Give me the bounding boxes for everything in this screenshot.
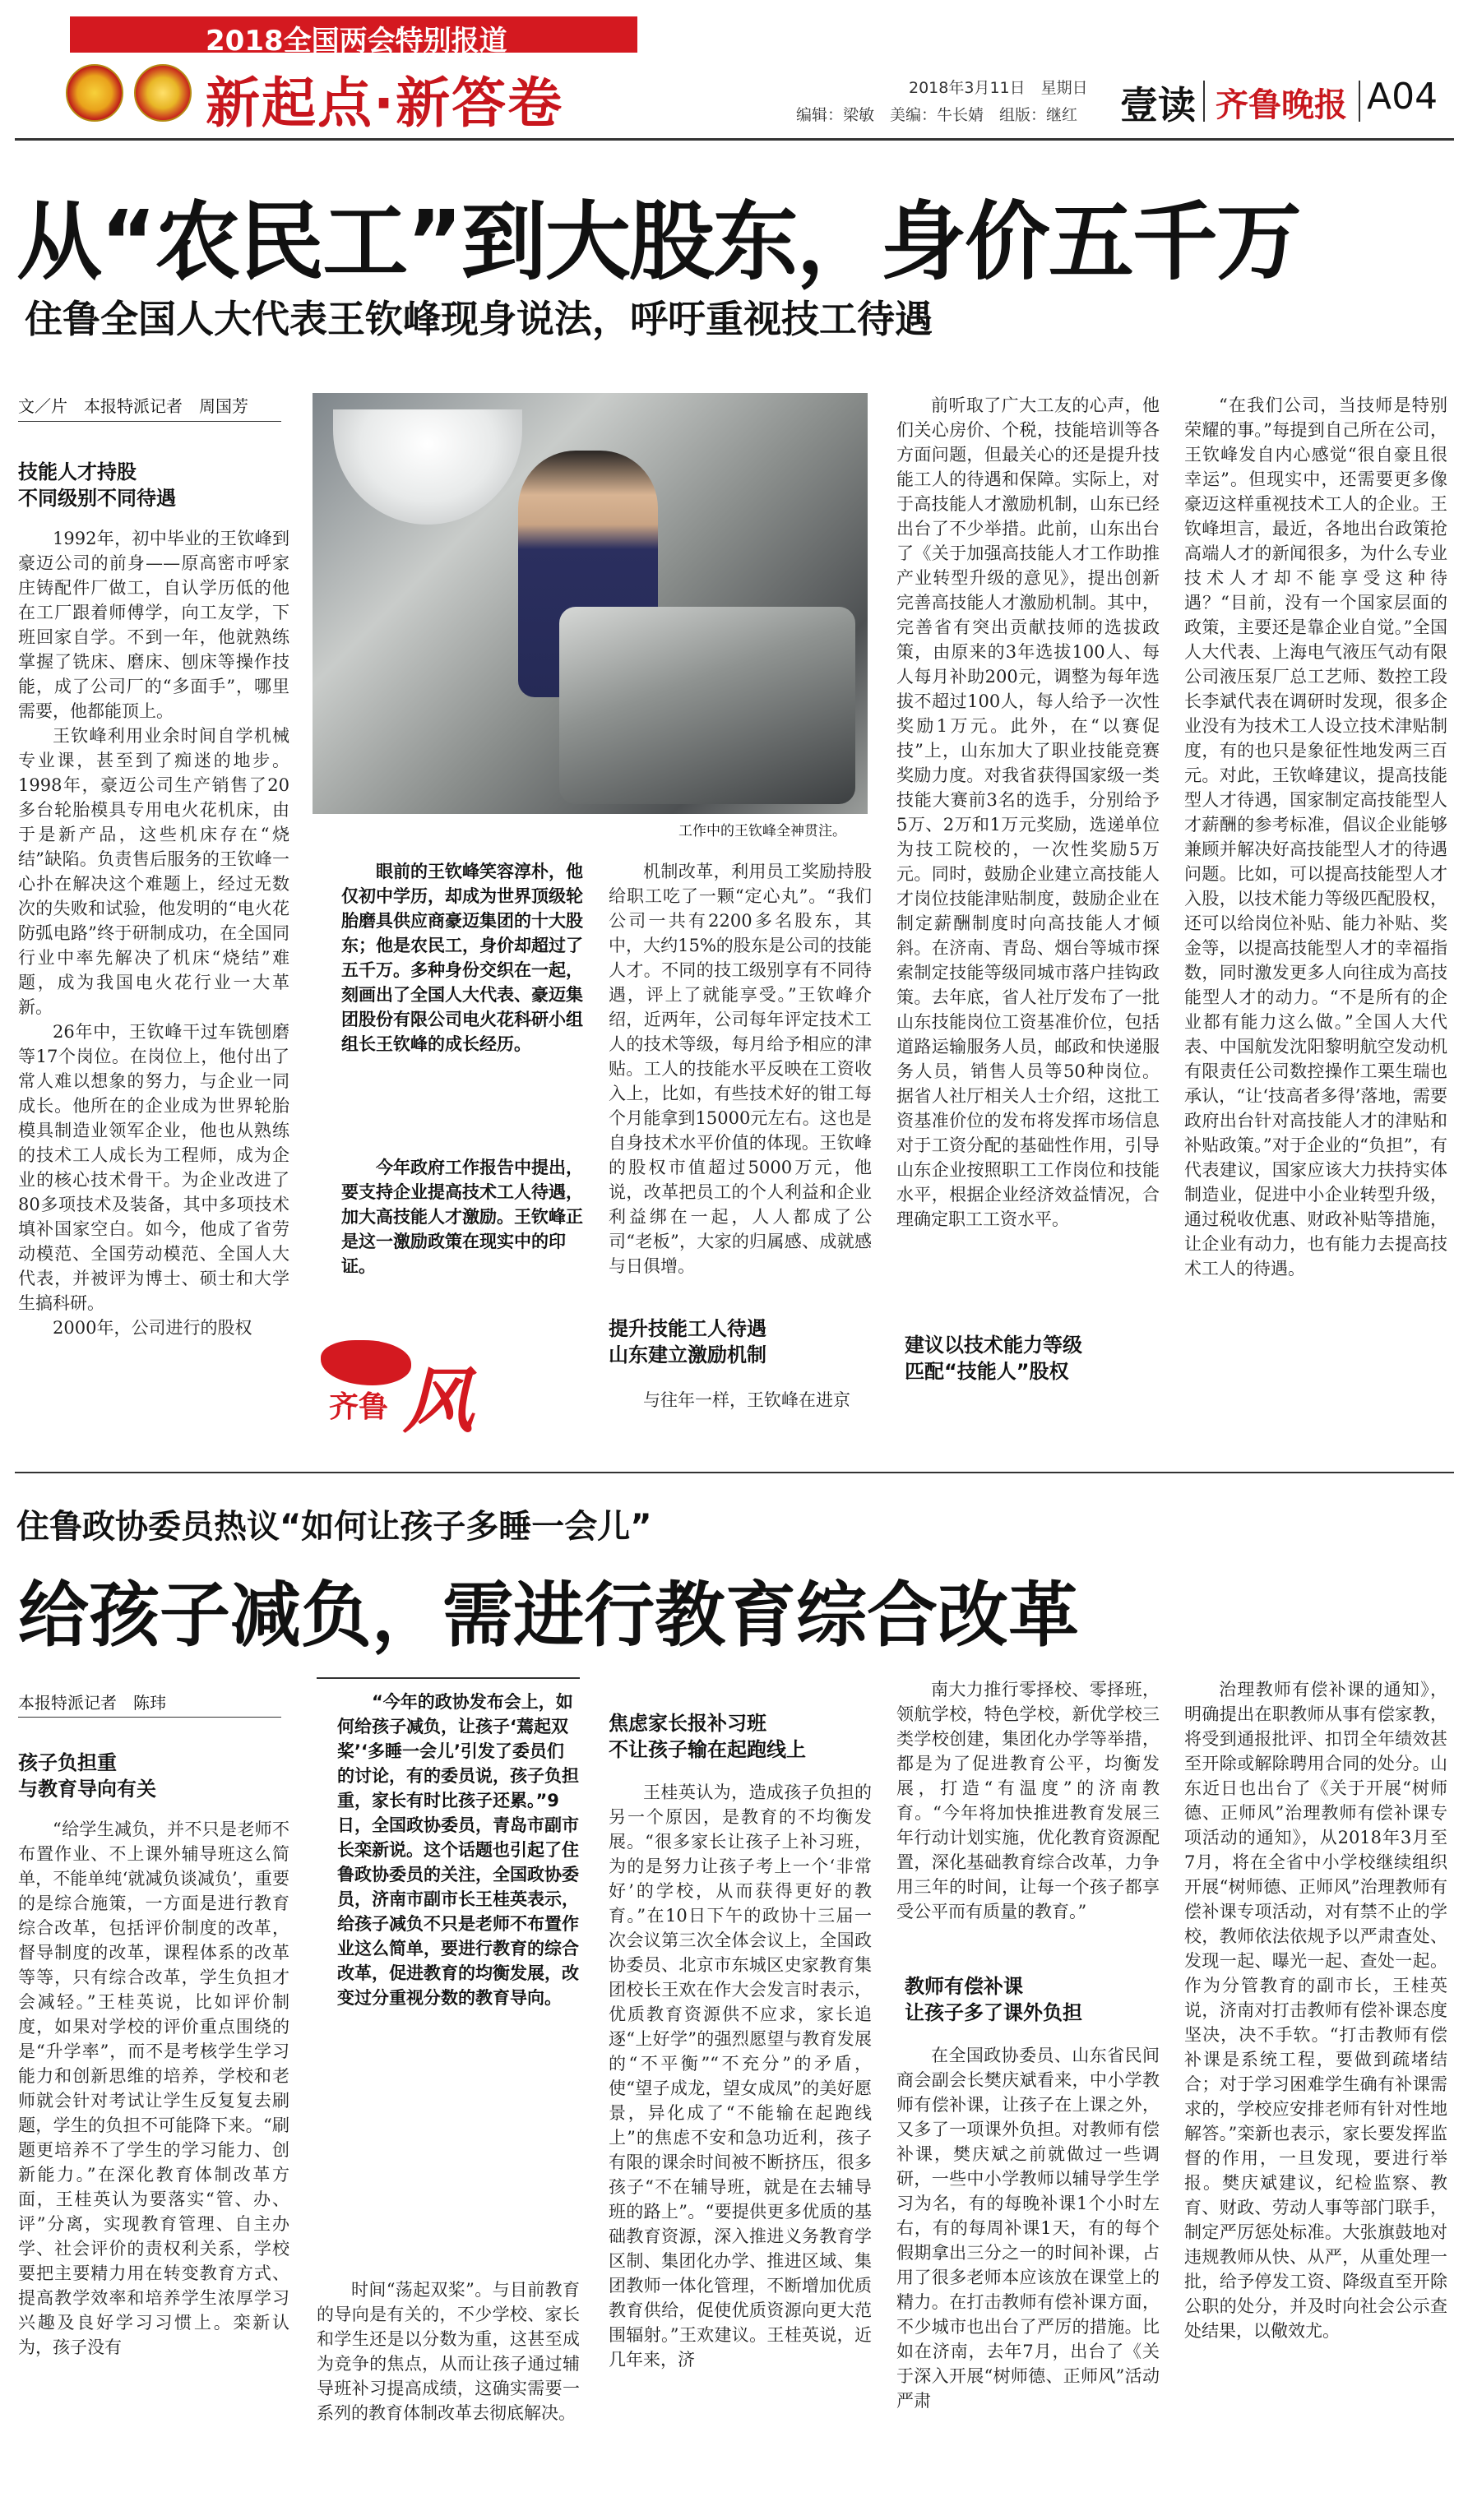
page-number: A04 xyxy=(1367,76,1438,118)
heading-line: 匹配“技能人”股权 xyxy=(905,1360,1069,1383)
divider xyxy=(1203,81,1205,122)
story1-headline: 从“农民工”到大股东，身价五千万 xyxy=(16,192,1300,292)
paragraph: 1992年，初中毕业的王钦峰到豪迈公司的前身——原高密市呼家庄铸配件厂做工，自认学历低的他在工厂跟着师傅学，向工友学，下班回家自学。不到一年，他就熟练掌握了铣床、磨床、刨床等操作技能，成了公司厂的“多面手”，哪里需要，他都能顶上。 xyxy=(18,529,289,721)
heading-line: 建议以技术能力等级 xyxy=(905,1334,1082,1357)
story2-column-3: 王桂英认为，造成孩子负担的另一个原因，是教育的不均衡发展。“很多家长让孩子上补习班，为的是努力让孩子考上一个‘非常好’的学校，从而获得更好的教育。”在10日下午的政协十三届一次会议第三次全体会议上，全国政协委员、北京市东城区史家教育集团校长王欢在作大会发言时表示，优质教育资源供不应求，家长追逐“上好学”的强烈愿望与教育发展的“不平衡”“不充分”的矛盾，使“望子成龙，望女成凤”的美好愿景，异化成了“不能输在起跑线上”的焦虑不安和急功近利，孩子有限的课余时间被不断挤压，很多孩子“不在辅导班，就是在去辅导班的路上”。“要提供更多优质的基础教育资源，深入推进义务教育学区制、集团化办学、推进区域、集团教师一体化管理，不断增加优质教育供给，促使优质资源向更大范围辐射。”王欢建议。王桂英说，近几年来，济 xyxy=(609,1782,872,2370)
date: 2018年3月11日 xyxy=(909,79,1026,97)
heading-line: 不同级别不同待遇 xyxy=(18,487,176,510)
section-heading xyxy=(905,1332,1168,1385)
weekday: 星期日 xyxy=(1040,79,1088,97)
byline-rule xyxy=(18,1717,281,1718)
story2-column-4: 南大力推行零择校、零择班，领航学校，特色学校，新优学校三类学校创建，集团化办学等举措，都是为了促进教育公平，均衡发展，打造“有温度”的济南教育。“今年将加快推进教育发展三年行动计划实施，优化教育资源配置，深化基础教育综合改革，力争用三年的时间，让每一个孩子都享受公平而有质量的教育。” xyxy=(896,1680,1160,1921)
column-logo xyxy=(313,1336,559,1443)
story2-column-1: “给学生减负，并不只是老师不布置作业、不上课外辅导班这么简单，不能单纯‘就减负谈减负’，重要的是综合施策，一方面是进行教育综合改革，包括评价制度的改革，督导制度的改革，课程体系的改革等等，只有综合改革，学生负担才会减轻。”王桂英说，比如评价制度，如果对学校的评价重点围绕的是“升学率”，而不是考核学生学习能力和创新思维的培养，学校和老师就会针对考试让学生反复复去刷题，学生的负担不可能降下来。“刷题更培养不了学生的学习能力、创新能力。”在深化教育体制改革方面，王桂英认为要落实“管、办、评”分离，实现教育管理、自主办学、社会评价的责权利关系，学校要把主要精力用在转变教育方式、提高教学效率和培养学生浓厚学习兴趣及良好学习习惯上。栾新认为，孩子没有 xyxy=(18,1819,289,2357)
heading-line: 山东建立激励机制 xyxy=(609,1343,766,1366)
section-heading xyxy=(18,1750,289,1802)
section-heading xyxy=(609,1315,880,1368)
national-emblem-icon xyxy=(66,64,123,122)
story2-column-5: 治理教师有偿补课的通知》，明确提出在职教师从事有偿家教，将受到通报批评、扣罚全年绩效甚至开除或解除聘用合同的处分。山东近日也出台了《关于开展“树师德、正师风”治理教师有偿补课专项活动的通知》，从2018年3月至7月，将在全省中小学校继续组织开展“树师德、正师风”治理教师有偿补课专项活动，对有禁不止的学校，教师依法依规予以严肃查处、发现一起、曝光一起、查处一起。作为分管教育的副市长，王桂英说，济南对打击教师有偿补课态度坚决，决不手软。“打击教师有偿补课是系统工程，要做到疏堵结合；对于学习困难学生确有补课需求的，学校应安排老师有针对性地解答。”栾新也表示，家长要发挥监督的作用，一旦发现，要进行举报。樊庆斌建议，纪检监察、教育、财政、劳动人事等部门联手，制定严厉惩处标准。大张旗鼓地对违规教师从快、从严，从重处理一批，给予停发工资、降级直至开除公职的处分，并及时向社会公示查处结果，以儆效尤。 xyxy=(1184,1680,1447,2341)
column-logo-text: 风 xyxy=(403,1360,474,1443)
section-name: 壹读 xyxy=(1120,83,1196,127)
quote-rule xyxy=(317,1677,580,1679)
heading-line: 与教育导向有关 xyxy=(18,1778,156,1801)
paragraph: 26年中，王钦峰干过车铣刨磨等17个岗位。在岗位上，他付出了常人难以想象的努力，与企业一同成长。他所在的企业成为世界轮胎模具制造业领军企业，他也从熟练的技术工人成长为工程师，成为企业的核心技术骨干。为企业改进了80多项技术及装备，其中多项技术填补国家空白。如今，他成了省劳动模范、全国劳动模范、全国人大代表，并被评为博士、硕士和大学生搞科研。 xyxy=(18,1022,289,1313)
story2-byline: 本报特派记者 陈玮 xyxy=(18,1693,166,1713)
paragraph: 王钦峰利用业余时间自学机械专业课，甚至到了痴迷的地步。1998年，豪迈公司生产销售了20多台轮胎模具专用电火花机床，由于是新产品，这些机床存在“烧结”缺陷。负责售后服务的王钦峰一心扑在解决这个难题上，经过无数次的失败和试验，他发明的“电火花防弧电路”终于研制成功，在全国同行业中率先解决了机床“烧结”难题，成为我国电火花行业一大革新。 xyxy=(18,726,289,1017)
heading-line: 提升技能工人待遇 xyxy=(609,1317,766,1340)
heading-line: 让孩子多了课外负担 xyxy=(905,2001,1082,2024)
heading-line: 不让孩子输在起跑线上 xyxy=(609,1738,806,1761)
slogan: 新起点·新答卷 xyxy=(206,72,564,135)
paragraph: 2000年，公司进行的股权 xyxy=(53,1318,252,1338)
story2-quote: “今年的政协发布会上，如何给孩子减负，让孩子‘蔫起双桨’‘多睡一会儿’引发了委员们的讨论，有的委员说，孩子负担重，家长有时比孩子还累。”9日，全国政协委员，青岛市副市长栾新说。这个话题也引起了住鲁政协委员的关注，全国政协委员，济南市副市长王桂英表示，给孩子减负不只是老师不布置作业这么简单，要进行教育的综合改革，促进教育的均衡发展，改变过分重视分数的教育导向。 xyxy=(337,1692,579,2008)
header-date xyxy=(909,76,1088,98)
header-staff: 编辑：梁敏 美编：牛长婧 组版：继红 xyxy=(796,106,1078,124)
paper-logo: 齐鲁晚报 xyxy=(1216,86,1347,124)
divider xyxy=(1359,81,1360,122)
story1-column-5: “在我们公司，当技师是特别荣耀的事。”每提到自己所在公司，王钦峰发自内心感觉“很自豪且很幸运”。但现实中，还需要更多像豪迈这样重视技术工人的企业。王钦峰坦言，最近，各地出台政策抢高端人才的新闻很多，为什么专业技术人才却不能享受这种待遇？“目前，没有一个国家层面的政策，主要还是靠企业自觉。”全国人大代表、上海电气液压气动有限公司液压泵厂总工艺师、数控工段长李斌代表在调研时发现，很多企业没有为技术工人设立技术津贴制度，有的也只是象征性地发两三百元。对此，王钦峰建议，提高技能型人才待遇，国家制定高技能型人才薪酬的参考标准，倡议企业能够兼顾并解决好高技能型人才的待遇问题。比如，可以提高技能型人才入股，以技术能力等级匹配股权，还可以给岗位补贴、能力补贴、奖金等，以提高技能型人才的幸福指数，同时激发更多人向往成为高技能型人才的动力。“不是所有的企业都有能力这么做。”全国人大代表、中国航发沈阳黎明航空发动机有限责任公司数控操作工栗生瑞也承认，“让‘技高者多得’落地，需要政府出台针对高技能人才的津贴和补贴政策。”对于企业的“负担”，有代表建议，国家应该大力扶持实体制造业，促进中小企业转型升级，通过税收优惠、财政补贴等措施，让企业有动力，也有能力去提高技术工人的待遇。 xyxy=(1184,395,1447,1278)
story1-intro-2: 今年政府工作报告中提出，要支持企业提高技术工人待遇，加大高技能人才激励。王钦峰正是这一激励政策在现实中的印证。 xyxy=(341,1158,583,1276)
story-photo xyxy=(313,393,868,814)
section-heading xyxy=(905,1973,1168,2026)
heading-line: 焦虑家长报补习班 xyxy=(609,1712,766,1735)
story2-column-4b: 在全国政协委员、山东省民间商会副会长樊庆斌看来，中小学教师有偿补课，让孩子在上课之外，又多了一项课外负担。对教师有偿补课，樊庆斌之前就做过一些调研，一些中小学教师以辅导学生学习为名，有的每晚补课1个小时左右，有的每周补课1天，有的每个假期拿出三分之一的时间补课，占用了很多老师本应该放在课堂上的精力。在打击教师有偿补课方面，不少城市也出台了严厉的措施。比如在济南，去年7月，出台了《关于深入开展“树师德、正师风”活动严肃 xyxy=(896,2046,1160,2411)
story1-column-3: 机制改革，利用员工奖励持股给职工吃了一颗“定心丸”。“我们公司一共有2200多名股东，其中，大约15%的股东是公司的技能人才。不同的技工级别享有不同待遇，评上了就能享受。”王钦峰介绍，近两年，公司每年评定技术工人的技术等级，每月给予相应的津贴。工人的技能水平反映在工资收入上，比如，有些技术好的钳工每个月能拿到15000元左右。这也是自身技术水平价值的体现。王钦峰的股权市值超过5000万元，他说，改革把员工的个人利益和企业利益绑在一起，人人都成了公司“老板”，大家的归属感、成就感与日俱增。 xyxy=(609,862,872,1276)
byline-rule xyxy=(18,421,281,422)
story2-column-2-tail: 时间“荡起双桨”。与目前教育的导向是有关的，不少学校、家长和学生还是以分数为重，这甚至成为竞争的焦点，从而让孩子通过辅导班补习提高成绩，这确实需要一系列的教育体制改革去彻底解决。 xyxy=(317,2280,580,2423)
story1-column-1 xyxy=(18,526,289,1410)
machine-shape xyxy=(559,607,855,804)
banner-text: 2018全国两会特别报道 xyxy=(206,25,507,58)
heading-line: 技能人才持股 xyxy=(18,460,137,483)
story1-column-3-tail: 与往年一样，王钦峰在进京 xyxy=(643,1390,850,1410)
story1-subhead: 住鲁全国人大代表王钦峰现身说法，呼吁重视技工待遇 xyxy=(25,297,933,341)
story-divider xyxy=(15,1472,1454,1473)
cppcc-emblem-icon xyxy=(134,64,192,122)
story1-intro: 眼前的王钦峰笑容淳朴，他仅初中学历，却成为世界顶级轮胎磨具供应商豪迈集团的十大股东；他是农民工，身价却超过了五千万。多种身份交织在一起，刻画出了全国人大代表、豪迈集团股份有限公司电火花科研小组组长王钦峰的成长经历。 xyxy=(341,862,583,1054)
header-rule xyxy=(15,138,1454,141)
map-shape-icon xyxy=(321,1340,411,1385)
heading-line: 教师有偿补课 xyxy=(905,1975,1023,1998)
section-heading xyxy=(18,459,289,511)
column-logo-text: 齐鲁 xyxy=(329,1390,389,1424)
lamp-shape xyxy=(333,409,522,525)
story2-kicker: 住鲁政协委员热议“如何让孩子多睡一会儿” xyxy=(16,1508,652,1546)
heading-line: 孩子负担重 xyxy=(18,1751,117,1774)
story1-column-4: 前听取了广大工友的心声，他们关心房价、个税，技能培训等各方面问题，但最关心的还是提升技能工人的待遇和保障。实际上，对于高技能人才激励机制，山东已经出台了不少举措。此前，山东出台了《关于加强高技能人才工作助推产业转型升级的意见》，提出创新完善高技能人才激励机制。其中，完善省有突出贡献技师的选拔政策，由原来的3年选拔100人、每人每月补助200元，调整为每年选拔不超过100人，每人给予一次性奖励1万元。此外，在“以赛促技”上，山东加大了职业技能竞赛奖励力度。对我省获得国家级一类技能大赛前3名的选手，分别给予5万、2万和1万元奖励，选递单位为技工院校的，一次性奖励5万元。同时，鼓励企业建立高技能人才岗位技能津贴制度，鼓励企业在制定薪酬制度时向高技能人才倾斜。在济南、青岛、烟台等城市探索制定技能等级同城市落户挂钩政策。去年底，省人社厅发布了一批山东技能岗位工资基准价位，包括道路运输服务人员，邮政和快递服务人员，销售人员等50种岗位。据省人社厅相关人士介绍，这批工资基准价位的发布将发挥市场信息对于工资分配的基础性作用，引导山东企业按照职工工作岗位和技能水平，根据企业经济效益情况，合理确定职工工资水平。 xyxy=(896,395,1160,1229)
story1-byline: 文／片 本报特派记者 周国芳 xyxy=(18,396,248,416)
section-heading xyxy=(609,1710,880,1763)
photo-caption: 工作中的王钦峰全神贯注。 xyxy=(678,823,846,839)
story2-headline: 给孩子减负，需进行教育综合改革 xyxy=(18,1574,1079,1657)
